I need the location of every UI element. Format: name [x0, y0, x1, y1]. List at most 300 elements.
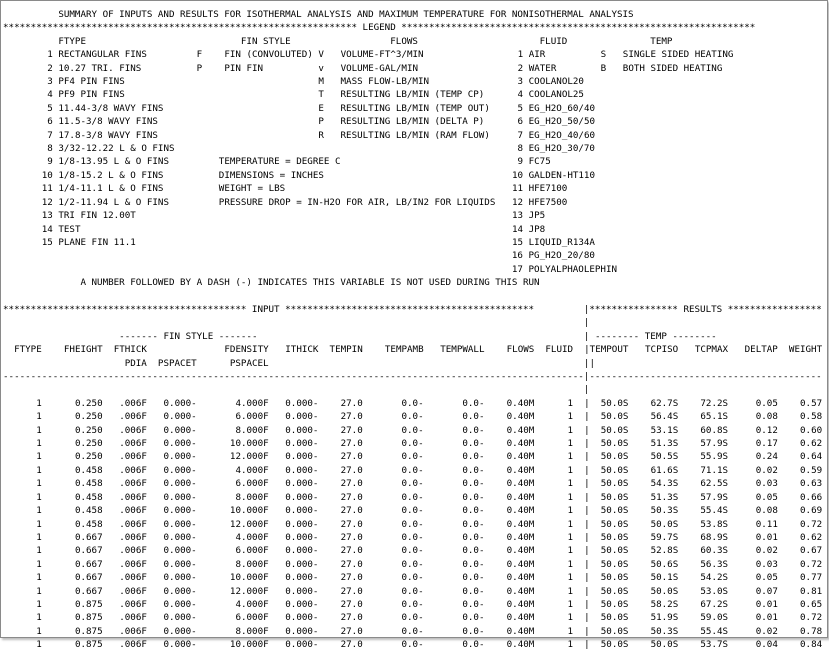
table-cell: 0.60 [800, 424, 823, 436]
table-cell: 53.1S [650, 424, 679, 436]
table-cell: 0.0- [462, 491, 485, 503]
table-cell: 52.8S [650, 545, 679, 557]
results-label: RESULTS [683, 304, 723, 315]
flow-item: VOLUME-GAL/MIN [340, 62, 419, 74]
table-cell: 0.40M [506, 598, 535, 610]
table-cell: 1 [567, 639, 574, 651]
ftype-item: TRI FIN 12.00T [58, 210, 136, 222]
table-cell: 0.000- [285, 491, 319, 503]
table-cell: 27.0 [340, 397, 363, 409]
table-cell: 0.0- [401, 639, 424, 651]
table-cell: 0.000- [285, 478, 319, 490]
fluid-number: 2 [517, 62, 524, 74]
column-header: FHEIGHT [63, 344, 103, 356]
table-cell: 1 [36, 572, 42, 584]
table-cell: 50.0S [650, 585, 679, 597]
table-cell: 0.000- [285, 424, 319, 436]
table-cell: 1 [567, 612, 574, 624]
table-cell: 0.000- [163, 464, 197, 476]
ftype-item: 11.5-3/8 WAVY FINS [58, 116, 158, 128]
column-header: FLOWS [506, 344, 535, 356]
table-cell: 0.000- [163, 612, 197, 624]
table-cell: 0.24 [755, 451, 778, 463]
fluid-item: JP8 [528, 223, 546, 235]
table-cell: 0.69 [800, 505, 823, 517]
flow-code: T [318, 89, 324, 101]
table-cell: 53.8S [700, 518, 729, 530]
table-cell: 0.0- [401, 451, 424, 463]
table-cell: 1 [567, 572, 574, 584]
table-cell: 50.0S [600, 558, 629, 570]
table-cell: 0.458 [74, 518, 103, 530]
column-header: ITHICK [285, 344, 319, 356]
table-cell: 27.0 [340, 411, 363, 423]
table-cell: .006F [119, 572, 147, 584]
table-cell: 0.12 [755, 424, 778, 436]
temp-group: TEMP [644, 330, 667, 342]
fin-style-item: FIN (CONVOLUTED) [224, 49, 313, 61]
table-cell: 50.1S [650, 572, 679, 584]
table-cell: 0.02 [755, 625, 778, 637]
table-cell: 0.84 [800, 639, 823, 651]
table-cell: 0.01 [755, 531, 778, 543]
table-cell: 62.5S [700, 478, 729, 490]
fluid-number: 14 [511, 223, 524, 235]
table-cell: 0.000- [285, 411, 319, 423]
table-cell: 55.9S [700, 451, 729, 463]
table-cell: 0.250 [74, 397, 103, 409]
table-cell: 50.0S [600, 491, 629, 503]
table-cell: 8.000F [235, 491, 269, 503]
column-header: FLUID [545, 344, 574, 356]
ftype-item: 10.27 TRI. FINS [58, 62, 142, 74]
table-cell: 0.0- [401, 438, 424, 450]
legend-section: SUMMARY OF INPUTS AND RESULTS FOR ISOTHERMAL ANALYSIS AND MAXIMUM TEMPERATURE FOR NONISOTHERMAL ANALYSIS **************************************************************** LEGEND **************************************************************** FTYPE FIN STYLE FLOWS FLUID TEMP 1 RECTANGULAR FINS F FIN (CONVOLUTED) V VOLUME-FT^3/MIN 1 AIR S SINGLE SIDED HEATING 2 10.27 TRI. FINS P PIN FIN v VOLUME-GAL/MIN 2 WATER B BOTH SIDED HEATING 3 PF4 PIN FINS M MASS FLOW-LB/MIN 3 COOLANOL20 4 PF9 PIN FINS T RESULTING LB/MIN (TEMP CP) 4 COOLANOL25 5 11.44-3/8 WAVY FINS E RESULTING LB/MIN (TEMP OUT) 5 EG_H2O_60/40 6 11.5-3/8 WAVY FINS P RESULTING LB/MIN (DELTA P) 6 EG_H2O_50/50 7 17.8-3/8 WAVY FINS R RESULTING LB/MIN (RAM FLOW) 7 EG_H2O_40/60 8 3/32-12.22 L & O FINS 8 EG_H2O_30/70 9 1/8-13.95 L & O FINS TEMPERATURE = DEGREE C 9 FC75 10 1/8-15.2 L & O FINS DIMENSIONS = INCHES 10 GALDEN-HT110 11 1/4-11.1 L & O FINS WEIGHT = LBS 11 HFE7100 12 1/2-11.94 L & O FINS PRESSURE DROP = IN-H2O FOR AIR, LB/IN2 FOR LIQUIDS 12 HFE7500 13 TRI FIN 12.00T 13 JP5 14 TEST 14 JP8 15 PLANE FIN 11.1 15 LIQUID_R134A 16 PG_H2O_20/80 17 POLYALPHAOLEPHIN A NUMBER FOLLOWED BY A DASH (-) INDICATES THIS VARIABLE IS NOT USED DURING THIS RUN [3, 9, 756, 289]
table-cell: 27.0 [340, 639, 363, 651]
fluid-number: 12 [511, 196, 524, 208]
temp-header: TEMP [650, 35, 673, 47]
table-cell: 0.0- [462, 478, 485, 490]
fluid-header: FLUID [539, 35, 568, 47]
ftype-item: 1/4-11.1 L & O FINS [58, 183, 164, 195]
table-cell: .006F [119, 411, 147, 423]
table-cell: 6.000F [235, 478, 269, 490]
table-cell: 1 [567, 491, 574, 503]
table-cell: 60.3S [700, 545, 729, 557]
table-cell: 0.40M [506, 424, 535, 436]
fluid-item: EG_H2O_30/70 [528, 143, 595, 155]
flow-code: M [318, 76, 324, 88]
table-cell: 59.0S [700, 612, 729, 624]
ftype-number: 13 [41, 210, 53, 222]
table-cell: .006F [119, 625, 147, 637]
table-cell: 0.000- [163, 438, 197, 450]
table-cell: 0.000- [163, 491, 197, 503]
table-cell: 50.3S [650, 625, 679, 637]
table-cell: .006F [119, 585, 147, 597]
ftype-number: 11 [41, 183, 53, 195]
table-cell: 0.03 [755, 558, 778, 570]
column-header: FTYPE [14, 344, 42, 356]
table-cell: 54.3S [650, 478, 679, 490]
table-cell: 50.0S [600, 438, 629, 450]
flow-code: V [318, 49, 324, 61]
table-cell: 51.3S [650, 491, 679, 503]
fin-style-item: PIN FIN [224, 62, 264, 74]
table-cell: 10.000F [229, 438, 269, 450]
table-cell: 1 [567, 451, 574, 463]
table-cell: 0.77 [800, 572, 823, 584]
column-header: TCPISO [645, 344, 679, 356]
table-cell: 6.000F [235, 612, 269, 624]
fluid-item: COOLANOL25 [528, 89, 584, 101]
fin-style-code: P [196, 62, 203, 74]
fluid-number: 5 [517, 102, 524, 114]
table-cell: 0.000- [163, 518, 197, 530]
ftype-number: 10 [41, 169, 53, 181]
table-cell: 0.000- [285, 598, 319, 610]
table-cell: 1 [567, 424, 574, 436]
table-cell: 1 [36, 531, 42, 543]
table-cell: 0.0- [401, 424, 424, 436]
table-cell: 50.0S [600, 451, 629, 463]
results-table: ******************************************** INPUT ********************************************* |**************** RESULTS ***************** | ------- FIN STYLE ------- | -------- TEMP -------- FTYPE FHEIGHT FTHICK FDENSITY ITHICK TEMPIN TEMPAMB TEMPWALL FLOWS FLUID |TEMPOUT TCPISO TCPMAX DELTAP WEIGHT PDIA PSPACET PSPACEL || ---------------------------------------------------------------------------------------------------------|------------------------------------------ | 1 0.250 .006F 0.000- 4.000F 0.000- 27.0 0.0- 0.0- 0.40M 1 | 50.0S 62.7S 72.2S 0.05 0.57 1 0.250 .006F 0.000- 6.000F 0.000- 27.0 0.0- 0.0- 0.40M 1 | 50.0S 56.4S 65.1S 0.08 0.58 1 0.250 .006F 0.000- 8.000F 0.000- 27.0 0.0- 0.0- 0.40M 1 | 50.0S 53.1S 60.8S 0.12 0.60 1 0.250 .006F 0.000- 10.000F 0.000- 27.0 0.0- 0.0- 0.40M 1 | 50.0S 51.3S 57.9S 0.17 0.62 1 0.250 .006F 0.000- 12.000F 0.000- 27.0 0.0- 0.0- 0.40M 1 | 50.0S 50.5S 55.9S 0.24 0.64 1 0.458 .006F 0.000- 4.000F 0.000- 27.0 0.0- 0.0- 0.40M 1 | 50.0S 61.6S 71.1S 0.02 0.59 1 0.458 .006F 0.000- 6.000F 0.000- 27.0 0.0- 0.0- 0.40M 1 | 50.0S 54.3S 62.5S 0.03 0.63 1 0.458 .006F 0.000- 8.000F 0.000- 27.0 0.0- 0.0- 0.40M 1 | 50.0S 51.3S 57.9S 0.05 0.66 1 0.458 .006F 0.000- 10.000F 0.000- 27.0 0.0- 0.0- 0.40M 1 | 50.0S 50.3S 55.4S 0.08 0.69 1 0.458 .006F 0.000- 12.000F 0.000- 27.0 0.0- 0.0- 0.40M 1 | 50.0S 50.0S 53.8S 0.11 0.72 1 0.667 .006F 0.000- 4.000F 0.000- 27.0 0.0- 0.0- 0.40M 1 | 50.0S 59.7S 68.9S 0.01 0.62 1 0.667 .006F 0.000- 6.000F 0.000- 27.0 0.0- 0.0- 0.40M 1 | 50.0S 52.8S 60.3S 0.02 0.67 1 0.667 .006F 0.000- 8.000F 0.000- 27.0 0.0- 0.0- 0.40M 1 | 50.0S 50.6S 56.3S 0.03 0.72 1 0.667 .006F 0.000- 10.000F 0.000- 27.0 0.0- 0.0- 0.40M 1 | 50.0S 50.1S 54.2S 0.05 0.77 1 0.667 .006F 0.000- 12.000F 0.000- 27.0 0.0- 0.0- 0.40M 1 | 50.0S 50.0S 53.0S 0.07 0.81 1 0.875 .006F 0.000- 4.000F 0.000- 27.0 0.0- 0.0- 0.40M 1 | 50.0S 58.2S 67.2S 0.01 0.65 1 0.875 .006F 0.000- 6.000F 0.000- 27.0 0.0- 0.0- 0.40M 1 | 50.0S 51.9S 59.0S 0.01 0.72 1 0.875 .006F 0.000- 8.000F 0.000- 27.0 0.0- 0.0- 0.40M 1 | 50.0S 50.3S 55.4S 0.02 0.78 1 0.875 .006F 0.000- 10.000F 0.000- 27.0 0.0- 0.0- 0.40M 1 | 50.0S 50.0S 53.7S 0.04 0.84 [3, 304, 823, 651]
table-cell: 0.05 [755, 397, 778, 409]
table-cell: 27.0 [340, 518, 363, 530]
table-cell: 0.78 [800, 625, 823, 637]
ftype-number: 8 [47, 143, 53, 155]
table-cell: 0.000- [163, 558, 197, 570]
table-cell: 0.000- [163, 397, 197, 409]
table-cell: 1 [567, 598, 574, 610]
table-cell: 50.0S [650, 639, 679, 651]
table-cell: 0.0- [462, 397, 485, 409]
table-cell: 0.0- [462, 531, 485, 543]
table-cell: 0.07 [755, 585, 778, 597]
fin-style-header: FIN STYLE [240, 35, 291, 47]
table-cell: 0.0- [401, 397, 424, 409]
table-cell: 0.0- [401, 518, 424, 530]
table-cell: 0.000- [163, 585, 197, 597]
table-cell: .006F [119, 464, 147, 476]
table-cell: 27.0 [340, 558, 363, 570]
table-cell: 0.000- [285, 639, 319, 651]
fluid-item: HFE7500 [528, 196, 568, 208]
column-header: FDENSITY [224, 344, 269, 356]
table-cell: 50.5S [650, 451, 679, 463]
table-cell: 0.000- [285, 572, 319, 584]
flow-code: v [318, 62, 324, 74]
table-cell: 27.0 [340, 612, 363, 624]
table-cell: 0.72 [800, 612, 823, 624]
table-cell: .006F [119, 598, 147, 610]
table-cell: 4.000F [235, 464, 269, 476]
table-cell: 0.02 [755, 545, 778, 557]
table-cell: 0.0- [462, 451, 485, 463]
table-cell: 0.0- [462, 545, 485, 557]
table-cell: 1 [36, 424, 42, 436]
table-cell: 50.0S [600, 598, 629, 610]
table-cell: 68.9S [700, 531, 729, 543]
table-cell: 27.0 [340, 545, 363, 557]
ftype-item: RECTANGULAR FINS [58, 49, 147, 61]
fluid-item: AIR [528, 49, 546, 61]
table-cell: 0.04 [755, 639, 778, 651]
table-cell: 8.000F [235, 424, 269, 436]
ftype-item: 1/8-13.95 L & O FINS [58, 156, 169, 168]
table-cell: .006F [119, 397, 147, 409]
fluid-number: 9 [517, 156, 524, 168]
table-cell: 0.0- [462, 464, 485, 476]
table-cell: 0.000- [163, 411, 197, 423]
fin-style-group: FIN STYLE [163, 330, 214, 342]
table-cell: 0.62 [800, 531, 823, 543]
ftype-number: 3 [47, 76, 53, 88]
column-header: WEIGHT [788, 344, 823, 356]
fluid-item: PG_H2O_20/80 [528, 250, 595, 262]
fluid-item: EG_H2O_40/60 [528, 129, 596, 141]
table-cell: 0.40M [506, 397, 535, 409]
table-cell: 50.0S [600, 411, 629, 423]
table-cell: 0.40M [506, 411, 535, 423]
table-cell: 50.0S [600, 397, 629, 409]
table-cell: 58.2S [650, 598, 679, 610]
table-cell: .006F [119, 639, 147, 651]
table-cell: 0.08 [755, 411, 778, 423]
ftype-item: 11.44-3/8 WAVY FINS [58, 102, 164, 114]
table-cell: 27.0 [340, 424, 363, 436]
table-cell: 12.000F [229, 451, 269, 463]
table-cell: 0.000- [163, 451, 197, 463]
legend-label: LEGEND [362, 22, 396, 34]
column-header: TEMPAMB [384, 344, 424, 356]
table-cell: 1 [567, 397, 574, 409]
table-cell: 0.000- [163, 639, 197, 651]
table-cell: 54.2S [700, 572, 729, 584]
table-cell: 27.0 [340, 625, 363, 637]
table-cell: 60.8S [700, 424, 729, 436]
fin-style-code: F [196, 49, 203, 61]
column-header: PSPACEL [229, 357, 269, 369]
fluid-item: POLYALPHAOLEPHIN [528, 263, 618, 275]
table-cell: 50.0S [600, 531, 629, 543]
flow-item: RESULTING LB/MIN (TEMP CP) [340, 89, 485, 101]
ftype-item: 17.8-3/8 WAVY FINS [58, 129, 158, 141]
table-cell: 57.9S [700, 491, 729, 503]
table-cell: 0.62 [800, 438, 823, 450]
flow-item: RESULTING LB/MIN (RAM FLOW) [340, 129, 490, 141]
fluid-item: WATER [528, 62, 557, 74]
table-cell: 0.0- [462, 518, 485, 530]
table-cell: 0.000- [285, 558, 319, 570]
column-header: PSPACET [157, 357, 197, 369]
table-cell: 0.250 [74, 411, 103, 423]
table-cell: 0.0- [401, 585, 424, 597]
table-cell: 0.02 [755, 464, 778, 476]
table-cell: 0.40M [506, 585, 535, 597]
ftype-number: 7 [47, 129, 53, 141]
table-cell: 1 [36, 545, 42, 557]
table-cell: 1 [567, 518, 574, 530]
table-cell: 50.6S [650, 558, 679, 570]
table-cell: 0.000- [285, 438, 319, 450]
table-cell: 0.57 [800, 397, 823, 409]
table-cell: 0.40M [506, 438, 535, 450]
ftype-header: FTYPE [58, 35, 86, 47]
fluid-number: 10 [511, 169, 524, 181]
table-cell: 0.40M [506, 478, 535, 490]
flow-code: R [318, 129, 324, 141]
table-cell: 0.17 [755, 438, 778, 450]
units-line: PRESSURE DROP = IN-H2O FOR AIR, LB/IN2 FOR LIQUIDS [218, 196, 496, 208]
table-cell: 1 [36, 518, 42, 530]
fluid-number: 16 [511, 250, 523, 262]
table-cell: 1 [567, 438, 574, 450]
table-cell: 0.0- [462, 625, 485, 637]
table-cell: 1 [36, 397, 42, 409]
table-cell: 0.000- [285, 505, 319, 517]
fluid-number: 13 [511, 210, 524, 222]
table-cell: 0.58 [800, 411, 823, 423]
table-cell: 27.0 [340, 464, 363, 476]
fluid-item: HFE7100 [528, 183, 568, 195]
table-cell: 1 [36, 639, 42, 651]
temp-item: BOTH SIDED HEATING [622, 62, 723, 74]
table-cell: 0.64 [800, 451, 823, 463]
table-cell: 0.000- [285, 397, 319, 409]
table-cell: 1 [567, 545, 574, 557]
table-cell: 4.000F [235, 598, 269, 610]
table-cell: 8.000F [235, 625, 269, 637]
table-cell: 1 [36, 478, 42, 490]
flows-header: FLOWS [390, 35, 418, 47]
table-cell: 1 [36, 612, 42, 624]
table-cell: 1 [567, 411, 574, 423]
table-cell: .006F [119, 518, 147, 530]
table-cell: 6.000F [235, 545, 269, 557]
table-cell: 12.000F [229, 585, 269, 597]
table-cell: .006F [119, 558, 147, 570]
table-cell: 0.40M [506, 558, 535, 570]
table-cell: 0.458 [74, 478, 103, 490]
summary-title: SUMMARY OF INPUTS AND RESULTS FOR ISOTHERMAL ANALYSIS AND MAXIMUM TEMPERATURE FOR NONISOTHERMAL ANALYSIS [58, 9, 634, 20]
table-cell: 0.875 [74, 639, 103, 651]
fluid-number: 6 [517, 116, 524, 128]
column-header: PDIA [124, 357, 147, 369]
table-cell: .006F [119, 424, 147, 436]
table-cell: 1 [36, 505, 42, 517]
table-cell: 65.1S [700, 411, 729, 423]
table-cell: 50.0S [600, 572, 629, 584]
table-cell: 51.3S [650, 438, 679, 450]
table-cell: 27.0 [340, 598, 363, 610]
table-cell: 0.000- [285, 518, 319, 530]
fluid-item: EG_H2O_50/50 [528, 116, 596, 128]
ftype-item: TEST [58, 223, 81, 235]
table-cell: 0.40M [506, 572, 535, 584]
table-cell: 27.0 [340, 438, 363, 450]
fluid-number: 17 [511, 263, 523, 275]
units-line: WEIGHT = LBS [218, 183, 286, 195]
table-cell: 0.000- [163, 545, 197, 557]
units-line: DIMENSIONS = INCHES [218, 169, 324, 181]
table-cell: 0.72 [800, 558, 823, 570]
table-cell: 50.0S [600, 505, 629, 517]
table-cell: 10.000F [229, 505, 269, 517]
table-cell: 0.667 [74, 585, 103, 597]
table-cell: 1 [567, 625, 574, 637]
table-cell: 1 [36, 625, 42, 637]
table-cell: 1 [36, 558, 42, 570]
table-cell: 0.000- [285, 625, 319, 637]
flow-item: RESULTING LB/MIN (DELTA P) [340, 116, 485, 128]
table-cell: .006F [119, 612, 147, 624]
table-cell: 0.458 [74, 505, 103, 517]
fluid-item: JP5 [528, 210, 546, 222]
table-cell: 59.7S [650, 531, 679, 543]
table-cell: 50.0S [600, 464, 629, 476]
table-cell: 0.0- [401, 531, 424, 543]
table-cell: 0.0- [462, 598, 485, 610]
table-cell: 50.0S [600, 625, 629, 637]
table-cell: 72.2S [700, 397, 729, 409]
table-cell: 1 [36, 464, 42, 476]
table-cell: 0.40M [506, 545, 535, 557]
table-cell: 56.3S [700, 558, 729, 570]
table-cell: 1 [567, 585, 574, 597]
table-cell: 0.667 [74, 558, 103, 570]
table-cell: 1 [567, 505, 574, 517]
table-cell: 0.40M [506, 639, 535, 651]
table-cell: 0.0- [462, 438, 485, 450]
table-cell: 27.0 [340, 531, 363, 543]
table-cell: 50.3S [650, 505, 679, 517]
fluid-number: 15 [511, 236, 524, 248]
ftype-number: 15 [41, 236, 53, 248]
table-cell: .006F [119, 531, 147, 543]
table-cell: 0.000- [163, 572, 197, 584]
ftype-item: 3/32-12.22 L & O FINS [58, 143, 175, 155]
table-cell: 0.250 [74, 451, 103, 463]
table-cell: 0.250 [74, 438, 103, 450]
fluid-number: 4 [517, 89, 524, 101]
flow-item: MASS FLOW-LB/MIN [340, 76, 430, 88]
table-cell: 57.9S [700, 438, 729, 450]
table-cell: .006F [119, 478, 147, 490]
table-cell: 0.0- [462, 505, 485, 517]
table-cell: 10.000F [229, 572, 269, 584]
table-cell: 1 [36, 598, 42, 610]
table-cell: 0.67 [800, 545, 823, 557]
table-cell: 0.0- [462, 424, 485, 436]
table-cell: 0.000- [285, 464, 319, 476]
table-cell: 8.000F [235, 558, 269, 570]
column-header: TEMPOUT [589, 344, 629, 356]
table-cell: 0.0- [462, 585, 485, 597]
ftype-number: 2 [47, 62, 53, 74]
table-cell: .006F [119, 491, 147, 503]
table-cell: 50.0S [600, 518, 629, 530]
temp-item: SINGLE SIDED HEATING [622, 49, 734, 61]
table-cell: 0.11 [755, 518, 778, 530]
table-cell: 1 [36, 411, 42, 423]
table-cell: 50.0S [600, 478, 629, 490]
ftype-number: 5 [47, 102, 53, 114]
fluid-number: 7 [517, 129, 524, 141]
table-cell: .006F [119, 451, 147, 463]
column-header: TEMPIN [329, 344, 363, 356]
table-cell: 0.0- [401, 598, 424, 610]
